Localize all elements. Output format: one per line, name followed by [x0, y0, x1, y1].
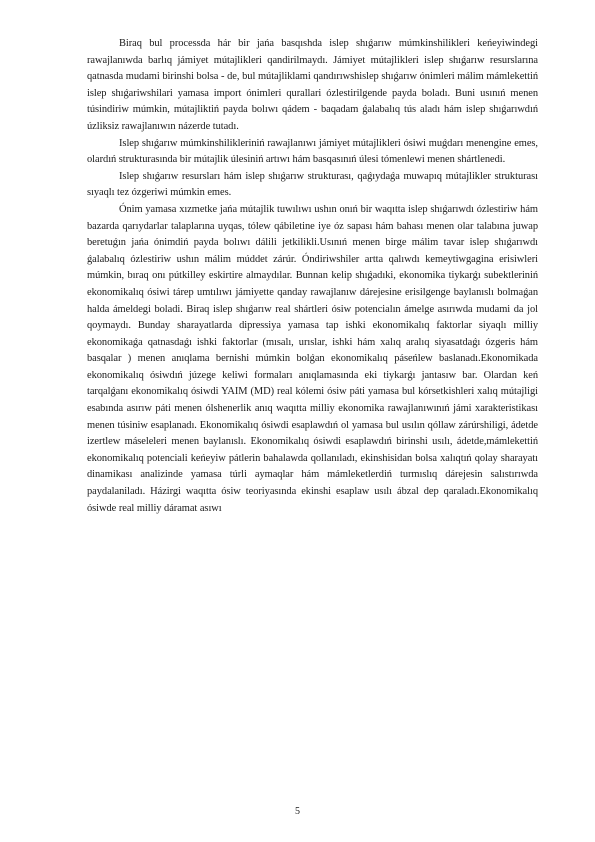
page-number: 5	[295, 806, 300, 817]
paragraph: Biraq bul processda hár bir jańa basqıshda islep shıǵarıw múmkinshilikleri keńeyiwindegi rawajlanıwda barlıq jámiyet mútajlikleri qandirilmaydı. Jámiyet mútajlikleri islep shıǵarıw resurslarına qatnasda mudami birinshi bolsa - de, bul mútajliklami qandırıwshislep shıǵarıw ónimleri málim mámlekettiń islep shıǵariwshilari yamasa import ónimleri qurallari ózlestirilgende payda boladı. Buni usınıń menen túsindiriw múmkin, mútajliktiń payda bolıwı qádem - baqadam ǵalabalıq tús aladı hám islep shıǵarıwdıń úzliksiz rawajlanıwın názerde tutadı.	[87, 38, 538, 132]
paragraph: Islep shıǵarıw múmkinshilikleriniń rawajlanıwı jámiyet mútajlikleri ósiwi muǵdarı menengine emes, olardıń strukturasında bir mútajlik úlesiniń artıwı hám basqasınıń úlesi tómenlewi menen shártlenedi.	[87, 137, 538, 166]
paragraph: Islep shıǵarıw resursları hám islep shıǵarıw strukturası, qaǵıydaǵa muwapıq mútajlikler strukturası sıyaqlı tez ózgeriwi múmkin emes.	[87, 170, 538, 199]
paragraph: Ónim yamasa xızmetke jańa mútajlik tuwılıwı ushın onıń bir waqıtta islep shıǵarıwdı ózlestiriw hám bazarda qarıydarlar talaplarına uyqas, tólew qábiletine iye óz sapası hám bahası menen olar talabına juwap beretuǵın jańa ónimdiń payda bolıwı dálili jetkilikli.Usınıń menen birge málim tavar islep shıǵarıwdı ǵalabalıq ózlestiriw ushın málim múddet zárúr. Óndiriwshiler artta qalıwdı kemeytiwgagina erisiwleri múmkin, bıraq onı pútkilley eskirtire almaydılar. Bunnan kelip shıǵadıki, ekonomika tiykarǵı subektleriniń ekonomikalıq ósiwi tárep umtılıwı jámiyette qanday rawajlanıw dárejesine erisilgenge baylanıslı bolmaǵan halda ámeldegi boladi. Biraq islep shıǵarıw real shártleri ósiw potencialın ámelge asırıwda mudami da jol qoymaydı. Bunday sharayatlarda dipressiya yamasa tap ishki ekonomikalıq faktorlar siyaqlı milliy ekonomikaǵa qatnasdaǵı ishki faktorlar (mısalı, urıslar, ishki hám xalıq aralıq siyasatdaǵı ózgeris hám basqalar ) menen anıqlama bernishi múmkin bolǵan ekonomikalıq páseńlew baslanadı.Ekonomikada ekonomikalıq ósiwdıń júzege keliwi formaları anıqlamasında eki tiykarǵı jantasıw bar. Olardan keń tarqalǵanı ekonomikalıq ósiwdi YAIM (MD) real kólemi ósiw páti yamasa bul kórsetkishleri xalıq mútajligi esabında asırıw páti menen ólshenerlik anıq waqıtta milliy ekonomika rawajlanıwınıń jámi xarakteristikası menen túsiniw esaplanadı. Ekonomikalıq ósiwdi esaplawdıń ol yamasa bul usılın qóllaw zárúrshiligi, ádetde izertlew máseleleri menen baylanıslı. Ekonomikalıq ósiwdi esaplawdıń birinshi usılı, ádetde,mámlekettiń ekonomikalıq potenciali keńeyiw pátlerin bahalawda qollanıladı, ekinshisidan bolsa xalıqtıń qolay sharayatı dinamikası analizinde yamasa túrli aymaqlar hám mámleketlerdiń turmıslıq dárejesin salıstırıwda paydalaniladı. Házirgi waqıtta ósiw teoriyasında ekinshi esaplaw usılı ábzal dep qaraladı.Ekonomikalıq ósiwde real milliy dáramat asıwı	[87, 203, 538, 514]
